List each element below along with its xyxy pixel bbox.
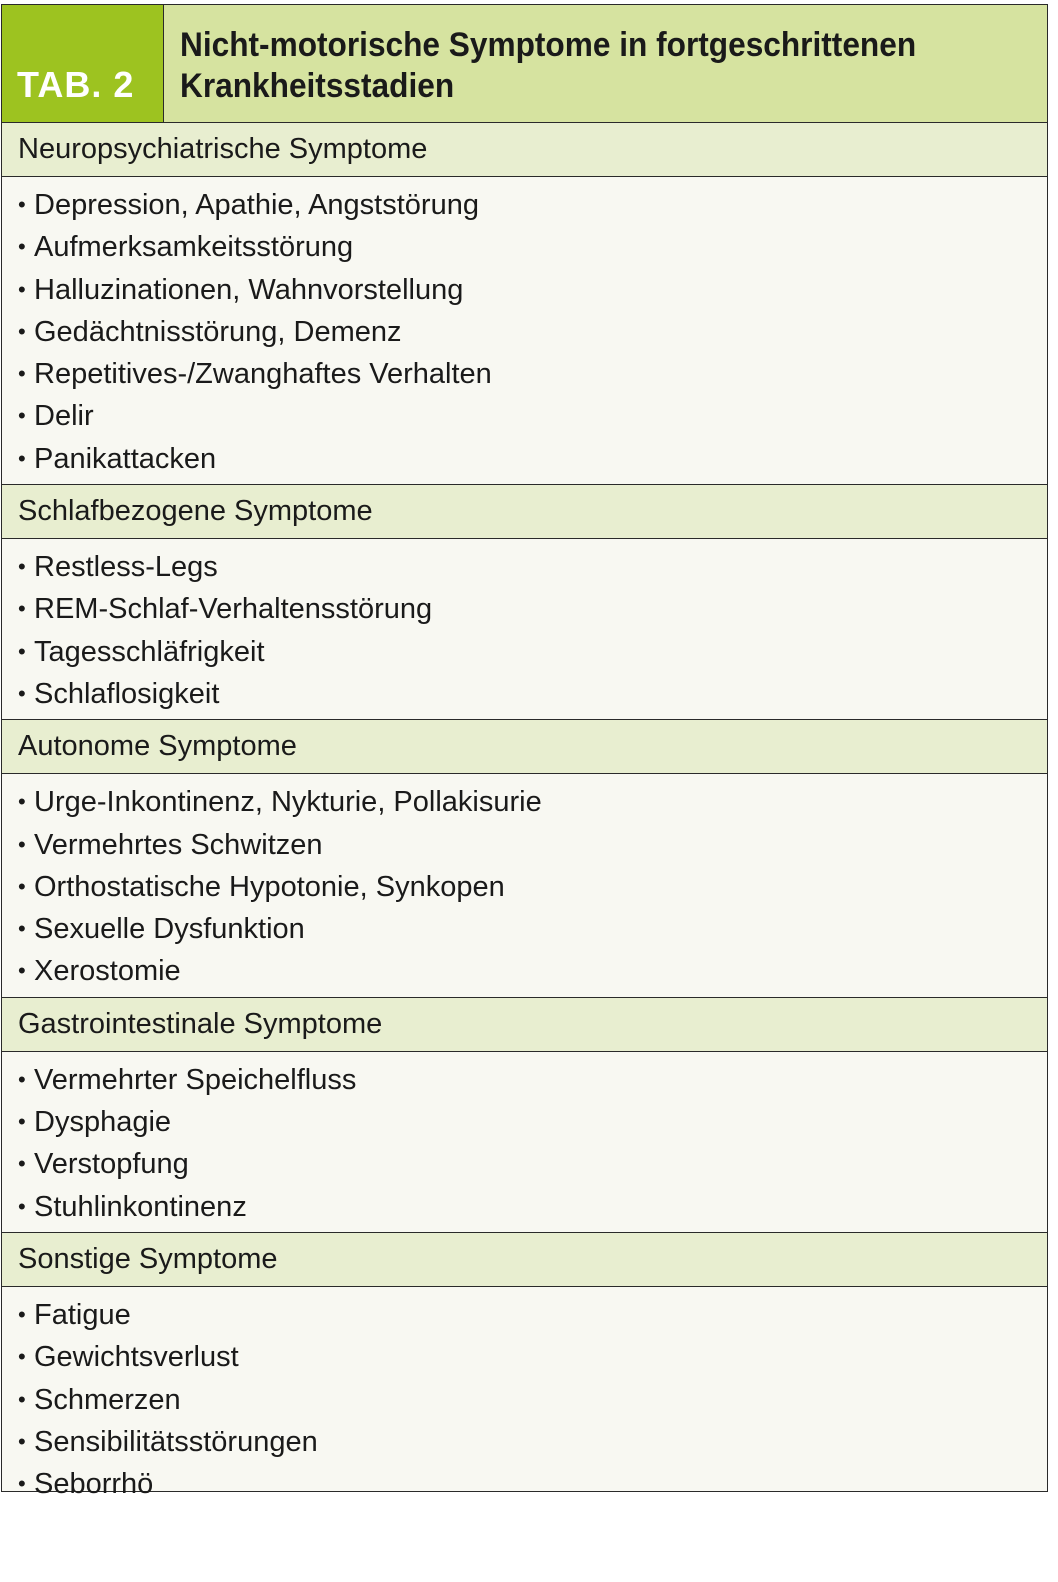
- list-item: [18, 781, 1047, 823]
- list-item: [18, 1186, 1047, 1228]
- bullet-icon: •: [18, 831, 26, 857]
- list-item-text: Schlaflosigkeit: [34, 677, 220, 710]
- list-item: [18, 1421, 1047, 1463]
- list-item-text: Restless-Legs: [34, 551, 218, 584]
- section-heading: Gastrointestinale Symptome: [2, 998, 1047, 1052]
- table-header: [2, 5, 1047, 123]
- table-sections: [2, 123, 1047, 1509]
- section-list: [2, 774, 1047, 997]
- list-item-text: Sensibilitätsstörungen: [34, 1425, 318, 1458]
- list-item-text: Panikattacken: [34, 442, 217, 475]
- bullet-icon: •: [18, 873, 26, 899]
- bullet-icon: •: [18, 596, 26, 622]
- list-item: [18, 184, 1047, 226]
- list-item: [18, 311, 1047, 353]
- bullet-icon: •: [18, 1386, 26, 1412]
- section-list: [2, 1052, 1047, 1233]
- list-item-text: Urge-Inkontinenz, Nykturie, Pollakisurie: [34, 786, 542, 819]
- list-item: [18, 1143, 1047, 1185]
- list-item: [18, 1463, 1047, 1505]
- list-item: [18, 1379, 1047, 1421]
- list-item-text: Halluzinationen, Wahnvorstellung: [34, 273, 464, 306]
- bullet-icon: •: [18, 789, 26, 815]
- section-heading: Schlafbezogene Symptome: [2, 485, 1047, 539]
- list-item-text: Seborrhö: [34, 1468, 154, 1501]
- bullet-icon: •: [18, 1109, 26, 1135]
- bullet-icon: •: [18, 638, 26, 664]
- list-item: [18, 588, 1047, 630]
- list-item-text: Repetitives-/Zwanghaftes Verhalten: [34, 358, 492, 391]
- section-list: [2, 1287, 1047, 1509]
- bullet-icon: •: [18, 1193, 26, 1219]
- list-item: [18, 1101, 1047, 1143]
- list-item: [18, 631, 1047, 673]
- table-title: [164, 5, 1047, 122]
- bullet-icon: •: [18, 1344, 26, 1370]
- bullet-icon: •: [18, 361, 26, 387]
- bullet-icon: •: [18, 1471, 26, 1497]
- bullet-icon: •: [18, 1428, 26, 1454]
- list-item: [18, 1336, 1047, 1378]
- section-heading: Sonstige Symptome: [2, 1233, 1047, 1287]
- list-item-text: Depression, Apathie, Angststörung: [34, 189, 479, 221]
- list-item: [18, 438, 1047, 480]
- bullet-icon: •: [18, 234, 26, 260]
- list-item-text: Aufmerksamkeitsstörung: [34, 231, 354, 264]
- bullet-icon: •: [18, 445, 26, 471]
- list-item: [18, 1059, 1047, 1101]
- list-item: [18, 673, 1047, 715]
- list-item: [18, 269, 1047, 311]
- list-item-text: Tagesschläfrigkeit: [34, 635, 265, 668]
- title-line: Krankheitsstadien: [180, 67, 455, 105]
- list-item-text: Gedächtnisstörung, Demenz: [34, 315, 402, 348]
- bullet-icon: •: [18, 1151, 26, 1177]
- list-item-text: Fatigue: [34, 1298, 131, 1331]
- section-heading: Neuropsychiatrische Symptome: [2, 123, 1047, 177]
- list-item-text: Sexuelle Dysfunktion: [34, 913, 305, 946]
- list-item: [18, 866, 1047, 908]
- list-item-text: Gewichtsverlust: [34, 1341, 239, 1374]
- list-item-text: Verstopfung: [34, 1148, 189, 1181]
- list-item-text: Schmerzen: [34, 1383, 181, 1416]
- list-item: [18, 226, 1047, 268]
- list-item-text: Xerostomie: [34, 955, 181, 988]
- bullet-icon: •: [18, 318, 26, 344]
- bullet-icon: •: [18, 192, 26, 217]
- bullet-icon: •: [18, 554, 26, 580]
- list-item-text: Vermehrter Speichelfluss: [34, 1063, 357, 1096]
- bullet-icon: •: [18, 958, 26, 984]
- list-item-text: Vermehrtes Schwitzen: [34, 828, 323, 861]
- list-item-text: Stuhlinkontinenz: [34, 1190, 247, 1223]
- list-item-text: Delir: [34, 400, 94, 433]
- bullet-icon: •: [18, 916, 26, 942]
- list-item: [18, 395, 1047, 437]
- section-list: [2, 539, 1047, 720]
- list-item: [18, 1294, 1047, 1336]
- bullet-icon: •: [18, 680, 26, 706]
- section-list: [2, 177, 1047, 485]
- list-item-text: Dysphagie: [34, 1106, 172, 1139]
- list-item-text: REM-Schlaf-Verhaltensstörung: [34, 593, 433, 626]
- title-line: Nicht-motorische Symptome in fortgeschrittenen: [180, 26, 917, 64]
- bullet-icon: •: [18, 1066, 26, 1092]
- list-item: [18, 824, 1047, 866]
- list-item: [18, 950, 1047, 992]
- list-item: [18, 908, 1047, 950]
- section-heading: Autonome Symptome: [2, 720, 1047, 774]
- list-item: [18, 546, 1047, 588]
- bullet-icon: •: [18, 276, 26, 302]
- list-item-text: Orthostatische Hypotonie, Synkopen: [34, 870, 505, 903]
- symptom-table: [1, 4, 1048, 1501]
- list-item: [18, 353, 1047, 395]
- bullet-icon: •: [18, 403, 26, 429]
- bullet-icon: •: [18, 1301, 26, 1327]
- tab-label: TAB. 2: [2, 5, 164, 122]
